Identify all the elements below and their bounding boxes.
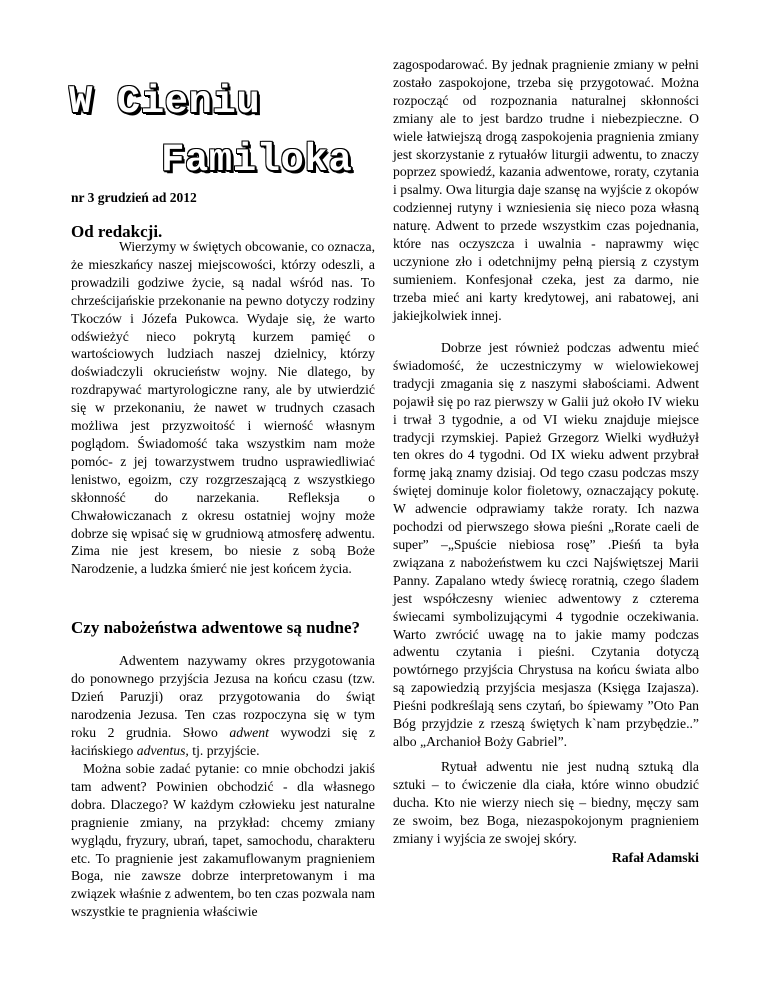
issue-info: nr 3 grudzień ad 2012 (71, 190, 197, 205)
article-paragraph-2: Można sobie zadać pytanie: co mnie obchodzi jakiś tam adwent? Powinien obchodzić - dla własnego dobra. Dlaczego? W każdym człowieku jest naturalne pragnienie zmiany, na przykład: chcemy zmiany wyglądu, fryzury, ubrań, tapet, samochodu, charakteru etc. To pragnienie jest zakamuflowanym pragnieniem Boga, nie zawsze dobrze interpretowanym i ma związek właśnie z adwentem, bo ten czas pozwala nam wszystkie te pragnienia właściwie (71, 761, 375, 920)
article-paragraph-4: Rytuał adwentu nie jest nudną sztuką dla sztuki – to ćwiczenie dla ciała, które winno obudzić ducha. Kto nie wierzy niech się – biedny, męczy sam ze swoim, bez Boga, niezaspokojonym pragnieniem zmiany i wyjścia ze swojej skóry. (393, 759, 699, 846)
article-heading: Czy nabożeństwa adwentowe są nudne? (71, 618, 361, 637)
article-paragraph-1: Adwentem nazywamy okres przygotowania do ponownego przyjścia Jezusa na końcu czasu (tzw. Dzień Paruzji) oraz przygotowania do świąt narodzenia Jezusa. Ten czas rozpoczyna się w tym roku 2 grudnia. Słowo adwent wywodzi się z łacińskiego adventus, tj. przyjście. (71, 653, 375, 758)
masthead-title-line1: W Cieniu (69, 80, 261, 124)
article-paragraph-3: Dobrze jest również podczas adwentu mieć świadomość, że uczestniczymy w wielowiekowej tradycji zmagania się z naszymi słabościami. Adwent pojawił się po raz pierwszy w Galii już około IV wieku i trwał 3 tygodnie, a od VI wieku znajduje miejsce tradycji rzymskiej. Papież Grzegorz Wielki wydłużył ten okres do 4 tygodni. Od IX wieku adwent przybrał formę jaką znamy dzisiaj. Od tego czasu podczas mszy świętej dominuje kolor fioletowy, oznaczający pokutę. W adwencie odprawiamy także roraty. Ich nazwa pochodzi od pierwszego słowa pieśni „Rorate caeli de super” –„Spuście niebiosa rosę” .Pieśń ta była związana z nabożeństwem ku czci Najświętszej Marii Panny. Zapalano wtedy świecę roratnią, czego śladem jest współczesny wieniec adwentowy z czterema świecami symbolizującymi 4 tygodnie oczekiwania. Warto zwrócić uwagę na to jakie mamy podczas adwentu czytania i pieśni. Czytania dotyczą powtórnego przyjścia Chrystusa na końcu świata albo są zapowiedzią przyjścia mesjasza (Księga Izajasza). Pieśni podkreślają sens czytań, bo śpiewamy ”Oto Pan Bóg przyjdzie z rzeszą świętych k`nam przybędzie..” albo „Archanioł Boży Gabriel”. (393, 340, 699, 749)
editorial-body: Wierzymy w świętych obcowanie, co oznacza, że mieszkańcy naszej miejscowości, którzy odeszli, a prowadzili godziwe życie, są nadal wśród nas. To chrześcijańskie przekonanie na pewno dotyczy rodziny Tkoczów i Józefa Pukowca. Wydaje się, że warto odświeżyć nieco pokrytą kurzem pamięć o wartościowych ludziach naszej dzielnicy, którzy doświadczyli okrucieństw wojny. Nie dlatego, by rozdrapywać martyrologiczne rany, ale by utwierdzić się w przekonaniu, że nawet w trudnych czasach możliwa jest przyzwoitość i wierność własnym poglądom. Świadomość taka wszystkim nam może pomóc- z jej towarzystwem trudno usprawiedliwiać lenistwo, egoizm, czy rozgrzeszającą z wszystkiego skłonność do narzekania. Refleksja o Chwałowiczanach z okresu ostatniej wojny może dobrze się wpisać się w grudniową atmosferę adwentu. Zima nie jest kresem, bo niesie z sobą Boże Narodzenie, a ludzka śmierć nie jest końcem życia. (71, 239, 375, 577)
editorial-heading: Od redakcji. (71, 222, 163, 241)
article-paragraph-2-continued: zagospodarować. By jednak pragnienie zmiany w pełni zostało zaspokojone, trzeba się przygotować. Można rozpocząć od rozpoznania naturalnej skłonności zmiany ale to jest bardzo trudne i niebezpieczne. O wiele łatwiejszą drogą zaspokojenia pragnienia zmiany jest skorzystanie z rytuałów liturgii adwentu, to znaczy poprzez spowiedź, kazania adwentowe, roraty, czytania i psalmy. Owa liturgia daje szansę na wyjście z okopów codziennej rutyny i wzniesienia się nieco poza własną naturę. Adwent to przede wszystkim czas pojednania, które nas oczyszcza i uwalnia - naprawmy więc uczynione zło i odetchnijmy pełną piersią z czystym sumieniem. Konfesjonał czeka, jest za darmo, nie trzeba mieć ani karty kredytowej, ani rabatowej, ani jakiejkolwiek innej. (393, 57, 699, 323)
author-signature: Rafał Adamski (611, 850, 699, 865)
masthead (71, 80, 381, 200)
masthead-title-line2: Familoka (161, 138, 353, 182)
